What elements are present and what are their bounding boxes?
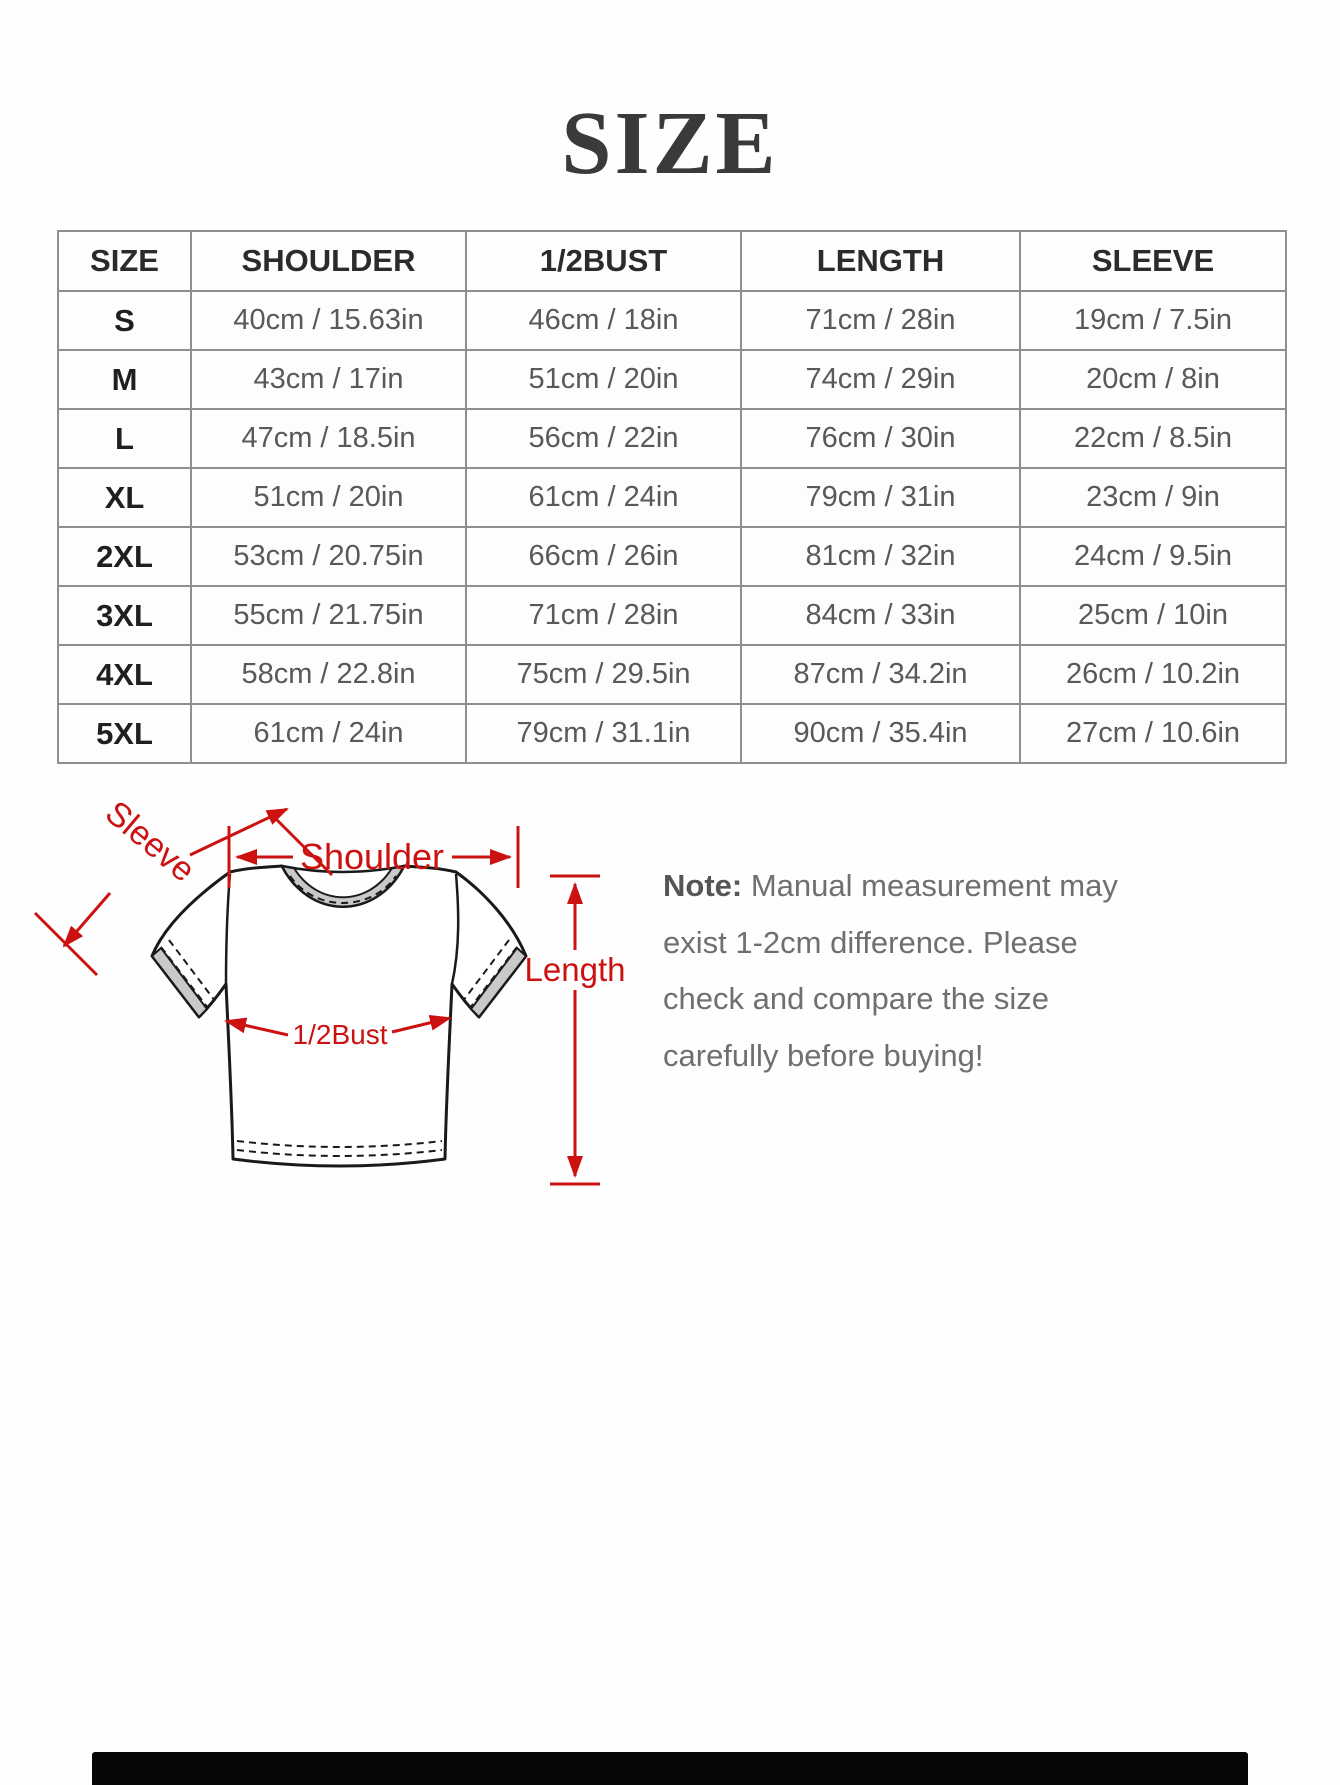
table-row bbox=[58, 586, 1286, 645]
measurement-cell: 79cm / 31in bbox=[741, 468, 1020, 527]
measurement-cell: 27cm / 10.6in bbox=[1020, 704, 1286, 763]
table-row bbox=[58, 468, 1286, 527]
size-table bbox=[57, 230, 1287, 764]
measurement-cell: 58cm / 22.8in bbox=[191, 645, 466, 704]
sleeve-label: Sleeve bbox=[98, 793, 203, 890]
bust-label: 1/2Bust bbox=[292, 1019, 388, 1050]
table-row bbox=[58, 350, 1286, 409]
measurement-cell: 76cm / 30in bbox=[741, 409, 1020, 468]
measurement-cell: 25cm / 10in bbox=[1020, 586, 1286, 645]
measurement-cell: 47cm / 18.5in bbox=[191, 409, 466, 468]
page-title: SIZE bbox=[561, 94, 779, 193]
table-row bbox=[58, 645, 1286, 704]
measurement-cell: 24cm / 9.5in bbox=[1020, 527, 1286, 586]
measurement-cell: 22cm / 8.5in bbox=[1020, 409, 1286, 468]
column-header: SHOULDER bbox=[191, 231, 466, 291]
measurement-cell: 61cm / 24in bbox=[191, 704, 466, 763]
size-cell: 4XL bbox=[58, 645, 191, 704]
measurement-cell: 51cm / 20in bbox=[191, 468, 466, 527]
column-header: 1/2BUST bbox=[466, 231, 741, 291]
size-cell: XL bbox=[58, 468, 191, 527]
size-table-head bbox=[58, 231, 1286, 291]
measurement-cell: 87cm / 34.2in bbox=[741, 645, 1020, 704]
measurement-cell: 74cm / 29in bbox=[741, 350, 1020, 409]
bottom-strip bbox=[92, 1752, 1248, 1785]
note-text bbox=[663, 858, 1141, 1085]
table-row bbox=[58, 291, 1286, 350]
size-cell: L bbox=[58, 409, 191, 468]
measurement-cell: 19cm / 7.5in bbox=[1020, 291, 1286, 350]
size-cell: S bbox=[58, 291, 191, 350]
measurement-cell: 90cm / 35.4in bbox=[741, 704, 1020, 763]
size-cell: 5XL bbox=[58, 704, 191, 763]
measurement-cell: 20cm / 8in bbox=[1020, 350, 1286, 409]
measurement-cell: 53cm / 20.75in bbox=[191, 527, 466, 586]
measurement-cell: 71cm / 28in bbox=[741, 291, 1020, 350]
measurement-cell: 61cm / 24in bbox=[466, 468, 741, 527]
measurement-cell: 40cm / 15.63in bbox=[191, 291, 466, 350]
size-cell: 2XL bbox=[58, 527, 191, 586]
measurement-cell: 26cm / 10.2in bbox=[1020, 645, 1286, 704]
column-header: SLEEVE bbox=[1020, 231, 1286, 291]
measurement-cell: 66cm / 26in bbox=[466, 527, 741, 586]
column-header: LENGTH bbox=[741, 231, 1020, 291]
note-label: Note: bbox=[663, 868, 743, 903]
measurement-cell: 55cm / 21.75in bbox=[191, 586, 466, 645]
header-row bbox=[58, 231, 1286, 291]
measurement-cell: 84cm / 33in bbox=[741, 586, 1020, 645]
measurement-cell: 56cm / 22in bbox=[466, 409, 741, 468]
measurement-cell: 46cm / 18in bbox=[466, 291, 741, 350]
table-row bbox=[58, 527, 1286, 586]
table-row bbox=[58, 409, 1286, 468]
measurement-cell: 51cm / 20in bbox=[466, 350, 741, 409]
size-table-body bbox=[58, 291, 1286, 763]
measurement-cell: 71cm / 28in bbox=[466, 586, 741, 645]
size-cell: M bbox=[58, 350, 191, 409]
note-body: Manual measurement may exist 1-2cm difference. Please check and compare the size carefully before buying! bbox=[663, 868, 1118, 1074]
column-header: SIZE bbox=[58, 231, 191, 291]
measurement-cell: 43cm / 17in bbox=[191, 350, 466, 409]
measurement-cell: 75cm / 29.5in bbox=[466, 645, 741, 704]
shoulder-label: Shoulder bbox=[299, 836, 445, 877]
sleeve-arrow-up bbox=[190, 809, 287, 855]
size-cell: 3XL bbox=[58, 586, 191, 645]
length-label: Length bbox=[524, 951, 626, 988]
measurement-cell: 23cm / 9in bbox=[1020, 468, 1286, 527]
measurement-cell: 79cm / 31.1in bbox=[466, 704, 741, 763]
measurement-cell: 81cm / 32in bbox=[741, 527, 1020, 586]
sleeve-arrow-down bbox=[64, 893, 110, 946]
